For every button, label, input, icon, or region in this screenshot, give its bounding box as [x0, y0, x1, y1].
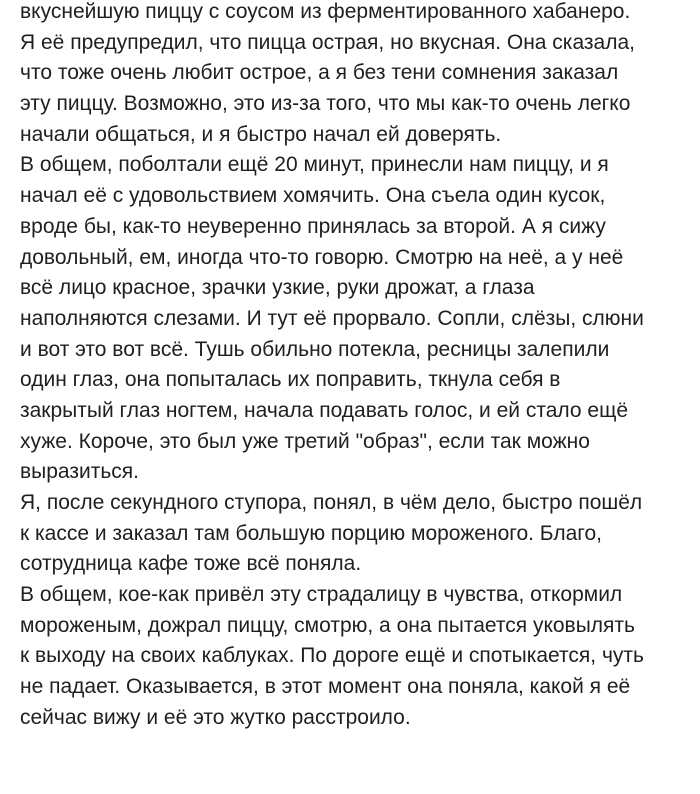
- text-line: В общем, поболтали ещё 20 минут, принесли нам пиццу, и я: [20, 153, 609, 177]
- text-line: В общем, кое-как привёл эту страдалицу в чувства, откормил: [20, 583, 623, 607]
- text-line: Я, после секундного ступора, понял, в чём дело, быстро пошёл: [20, 491, 643, 514]
- text-line: начал её с удовольствием хомячить. Она съела один кусок,: [20, 184, 606, 208]
- text-line: сотрудница кафе тоже всё поняла.: [20, 552, 362, 576]
- text-line: сейчас вижу и её это жутко расстроило.: [20, 705, 411, 729]
- text-line: и вот это вот всё. Тушь обильно потекла, ресницы залепили: [20, 337, 610, 361]
- text-line: выразиться.: [20, 460, 139, 484]
- text-line: мороженым, дожрал пиццу, смотрю, а она пытается уковылять: [20, 613, 635, 637]
- text-line: один глаз, она попыталась их поправить, ткнула себя в: [20, 368, 561, 392]
- text-line: наполняются слезами. И тут её прорвало. Сопли, слёзы, слюни: [20, 306, 644, 330]
- text-line: эту пиццу. Возможно, это из-за того, что мы как-то очень легко: [20, 92, 631, 116]
- text-line: вроде бы, как-то неуверенно принялась за второй. А я сижу: [20, 214, 606, 238]
- post-body-text: [20, 0, 696, 734]
- text-line: закрытый глаз ногтем, начала подавать голос, и ей стало ещё: [20, 398, 629, 422]
- text-line: не падает. Оказывается, в этот момент она поняла, какой я её: [20, 675, 631, 699]
- text-line: хуже. Короче, это был уже третий "образ", если так можно: [20, 429, 590, 453]
- text-line: вкуснейшую пиццу с соусом из ферментированного хабанеро.: [20, 0, 631, 23]
- text-line: к выходу на своих каблуках. По дороге ещё и спотыкается, чуть: [20, 644, 644, 668]
- text-line: к кассе и заказал там большую порцию мороженого. Благо,: [20, 521, 602, 545]
- text-line: всё лицо красное, зрачки узкие, руки дрожат, а глаза: [20, 276, 535, 300]
- text-line: что тоже очень любит острое, а я без тени сомнения заказал: [20, 61, 619, 85]
- text-line: начали общаться, и я быстро начал ей доверять.: [20, 122, 502, 146]
- text-line: довольный, ем, иногда что-то говорю. Смотрю на неё, а у неё: [20, 245, 624, 269]
- text-line: Я её предупредил, что пицца острая, но вкусная. Она сказала,: [20, 30, 635, 54]
